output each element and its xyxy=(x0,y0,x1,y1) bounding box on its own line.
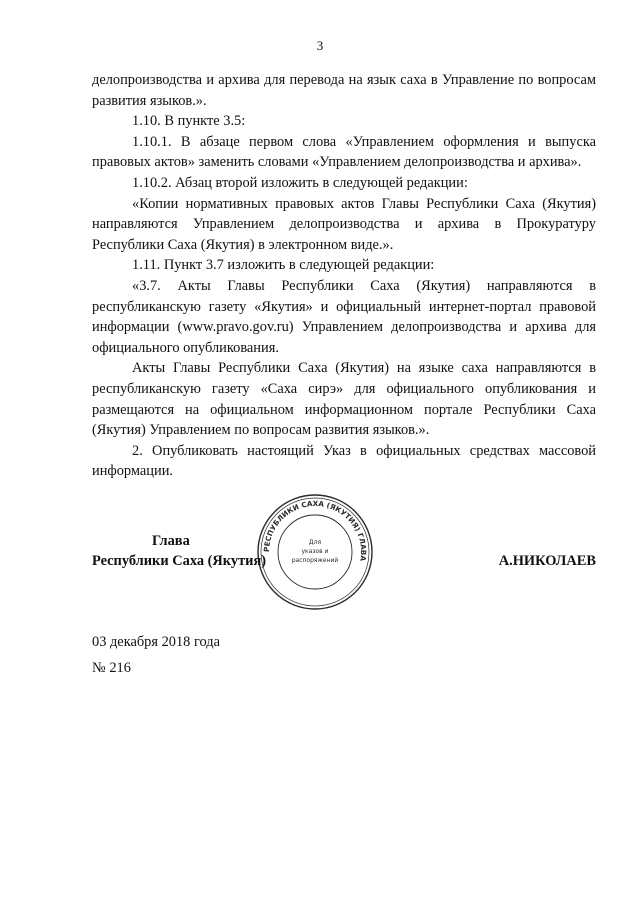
paragraph-7: «3.7. Акты Главы Республики Саха (Якутия) направляются в республиканскую газету «Якутия» и официальный интернет-портал правовой информации (www.pravo.gov.ru) Управлением делопроизводства и архива для официального опубликования. xyxy=(92,277,596,356)
signatory-title xyxy=(92,531,302,571)
paragraph-9: 2. Опубликовать настоящий Указ в официальных средствах массовой информации. xyxy=(92,442,596,480)
signatory-title-line-1: Глава xyxy=(152,533,190,549)
paragraph-5: «Копии нормативных правовых актов Главы Республики Саха (Якутия) направляются Управлением делопроизводства и архива в Прокуратуру Республики Саха (Якутия) в электронном виде.». xyxy=(92,195,596,253)
document-number: № 216 xyxy=(92,660,131,676)
paragraph-2: 1.10. В пункте 3.5: xyxy=(132,113,246,130)
seal-center-line-3: распоряжений xyxy=(291,557,339,564)
paragraph-6: 1.11. Пункт 3.7 изложить в следующей редакции: xyxy=(132,257,435,274)
paragraph-8: Акты Главы Республики Саха (Якутия) на языке саха направляются в республиканскую газету «Саха сирэ» для официального опубликования и размещаются на официальном информационном портале Республики Саха (Якутия) Управлением по вопросам развития языков.». xyxy=(92,360,596,439)
seal-outer-text: РЕСПУБЛИКИ САХА (ЯКУТИЯ) ГЛАВА xyxy=(261,498,369,562)
page-number: 3 xyxy=(316,38,324,53)
document-date: 03 декабря 2018 года xyxy=(92,634,221,650)
paragraph-1: делопроизводства и архива для перевода на язык саха в Управление по вопросам развития языков.». xyxy=(92,72,596,109)
signatory-name: А.НИКОЛАЕВ xyxy=(498,553,596,569)
seal-center-line-1: Для xyxy=(308,539,322,546)
paragraph-3: 1.10.1. В абзаце первом слова «Управлением оформления и выпуска правовых актов» заменить словами «Управлением делопроизводства и архива». xyxy=(92,133,596,171)
seal-center-line-2: указов и xyxy=(301,548,329,555)
signatory-title-line-2: Республики Саха (Якутия) xyxy=(92,553,267,569)
paragraph-4: 1.10.2. Абзац второй изложить в следующей редакции: xyxy=(132,174,468,191)
decree-body xyxy=(92,70,596,482)
